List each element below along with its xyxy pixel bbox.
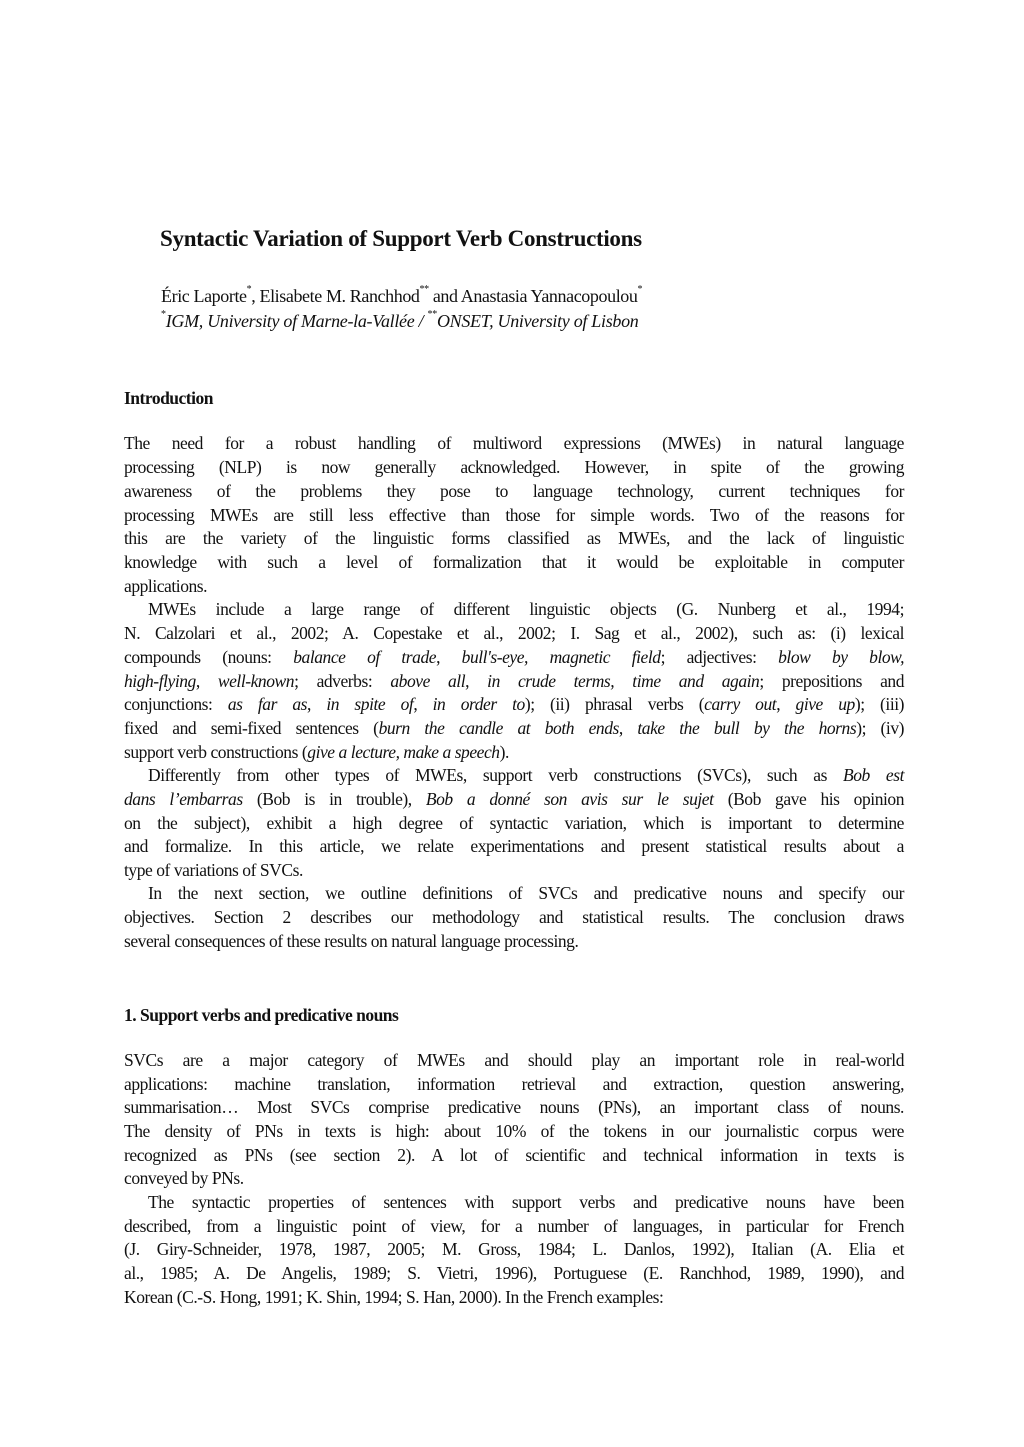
body-line: on the subject), exhibit a high degree of syntactic variation, which is important to determine (124, 813, 904, 833)
text-span: ). (499, 742, 509, 762)
author-name: Elisabete M. Ranchhod (259, 286, 420, 306)
affiliation-text: ONSET, University of Lisbon (436, 311, 639, 331)
body-line (124, 645, 904, 669)
example-italic: bull's-eye, magnetic field (461, 647, 661, 667)
body-line: knowledge with such a level of formalization that it would be exploitable in computer (124, 552, 904, 572)
text-span: , (465, 671, 488, 691)
body-line (124, 740, 904, 764)
example-italic: above all (390, 671, 466, 691)
section-heading-1: 1. Support verbs and predicative nouns (124, 1005, 399, 1025)
body-line: described, from a linguistic point of view, for a number of languages, in particular for French (124, 1216, 904, 1236)
body-line: processing MWEs are still less effective than those for simple words. Two of the reasons for (124, 505, 904, 525)
text-span: ); (iii) (854, 694, 905, 714)
body-line: type of variations of SVCs. (124, 860, 303, 880)
text-span: ; prepositions and (759, 671, 905, 691)
example-italic: burn the candle at both ends (378, 718, 619, 738)
body-line: objectives. Section 2 describes our methodology and statistical results. The conclusion draws (124, 907, 904, 927)
body-line (148, 763, 904, 787)
body-line: SVCs are a major category of MWEs and should play an important role in real-world (124, 1050, 904, 1070)
body-line: awareness of the problems they pose to language technology, current techniques for (124, 481, 904, 501)
body-line: The syntactic properties of sentences with support verbs and predicative nouns have been (148, 1192, 904, 1212)
example-italic: carry out (704, 694, 777, 714)
text-span: , (618, 718, 638, 738)
example-italic: give a lecture, make a speech (307, 742, 500, 762)
body-line: several consequences of these results on natural language processing. (124, 931, 579, 951)
text-span: fixed and semi-fixed sentences ( (124, 718, 379, 738)
example-italic: blow by blow, (778, 647, 905, 667)
example-italic: in order to (432, 694, 525, 714)
body-line: summarisation… Most SVCs comprise predicative nouns (PNs), an important class of nouns. (124, 1097, 904, 1117)
body-line (124, 692, 904, 716)
body-line: In the next section, we outline definitions of SVCs and predicative nouns and specify our (148, 883, 904, 903)
example-italic: dans l’embarras (124, 789, 243, 809)
body-line: (J. Giry-Schneider, 1978, 1987, 2005; M. Gross, 1984; L. Danlos, 1992), Italian (A. Elia et (124, 1239, 904, 1259)
text-span: , (413, 694, 433, 714)
example-italic: balance of trade (293, 647, 437, 667)
text-span: ; adjectives: (660, 647, 779, 667)
text-span: conjunctions: (124, 694, 228, 714)
body-line: conveyed by PNs. (124, 1168, 244, 1188)
body-line: The density of PNs in texts is high: about 10% of the tokens in our journalistic corpus were (124, 1121, 904, 1141)
body-line (124, 669, 904, 693)
text-span: ); (ii) phrasal verbs ( (524, 694, 705, 714)
body-line: recognized as PNs (see section 2). A lot of scientific and technical information in texts is (124, 1145, 904, 1165)
text-span: (Bob is in trouble), (242, 789, 426, 809)
text-span: compounds (nouns: (124, 647, 294, 667)
text-span: ); (iv) (856, 718, 904, 738)
author-name: Anastasia Yannacopoulou (460, 286, 638, 306)
text-span: , (776, 694, 796, 714)
body-line (124, 716, 904, 740)
text-span: Differently from other types of MWEs, support verb constructions (SVCs), such as (148, 765, 844, 785)
body-line: N. Calzolari et al., 2002; A. Copestake et al., 2002; I. Sag et al., 2002), such as: (i) lexical (124, 623, 904, 643)
example-italic: in spite of (326, 694, 414, 714)
text-span: support verb constructions ( (124, 742, 308, 762)
text-span: , (195, 671, 218, 691)
example-italic: as far as (227, 694, 307, 714)
example-italic: give up (795, 694, 855, 714)
example-italic: high-flying (124, 671, 196, 691)
example-italic: take the bull by the horns (637, 718, 857, 738)
paper-title: Syntactic Variation of Support Verb Constructions (160, 226, 642, 251)
text-span: (Bob gave his opinion (713, 789, 905, 809)
affiliation-mark: * (246, 284, 252, 295)
separator: , (251, 286, 260, 306)
body-line: applications. (124, 576, 208, 596)
body-line: and formalize. In this article, we relate experimentations and present statistical results about a (124, 836, 904, 856)
example-italic: in crude terms, time and again (487, 671, 760, 691)
body-line: applications: machine translation, information retrieval and extraction, question answering, (124, 1074, 904, 1094)
affiliation-text: IGM, University of Marne-la-Vallée / (165, 311, 428, 331)
body-line: processing (NLP) is now generally acknowledged. However, in spite of the growing (124, 457, 904, 477)
affiliation-mark: ** (419, 284, 429, 295)
example-italic: Bob est (843, 765, 905, 785)
affiliation-mark: * (161, 309, 166, 320)
body-line (124, 787, 904, 811)
example-italic: well-known (217, 671, 295, 691)
text-span: , (307, 694, 327, 714)
affiliations (161, 311, 639, 332)
text-span: , (436, 647, 462, 667)
body-line: MWEs include a large range of different linguistic objects (G. Nunberg et al., 1994; (148, 599, 904, 619)
body-line: this are the variety of the linguistic forms classified as MWEs, and the lack of linguistic (124, 528, 904, 548)
example-italic: Bob a donné son avis sur le sujet (425, 789, 714, 809)
affiliation-mark: * (637, 284, 643, 295)
body-line: Korean (C.-S. Hong, 1991; K. Shin, 1994; S. Han, 2000). In the French examples: (124, 1287, 664, 1307)
body-line: The need for a robust handling of multiword expressions (MWEs) in natural language (124, 433, 904, 453)
body-line: al., 1985; A. De Angelis, 1989; S. Vietri, 1996), Portuguese (E. Ranchhod, 1989, 1990), and (124, 1263, 904, 1283)
author-name: Éric Laporte (161, 286, 247, 306)
affiliation-mark: ** (427, 309, 437, 320)
section-heading-introduction: Introduction (124, 388, 213, 408)
separator: and (428, 286, 461, 306)
text-span: ; adverbs: (294, 671, 391, 691)
author-list (161, 286, 642, 307)
